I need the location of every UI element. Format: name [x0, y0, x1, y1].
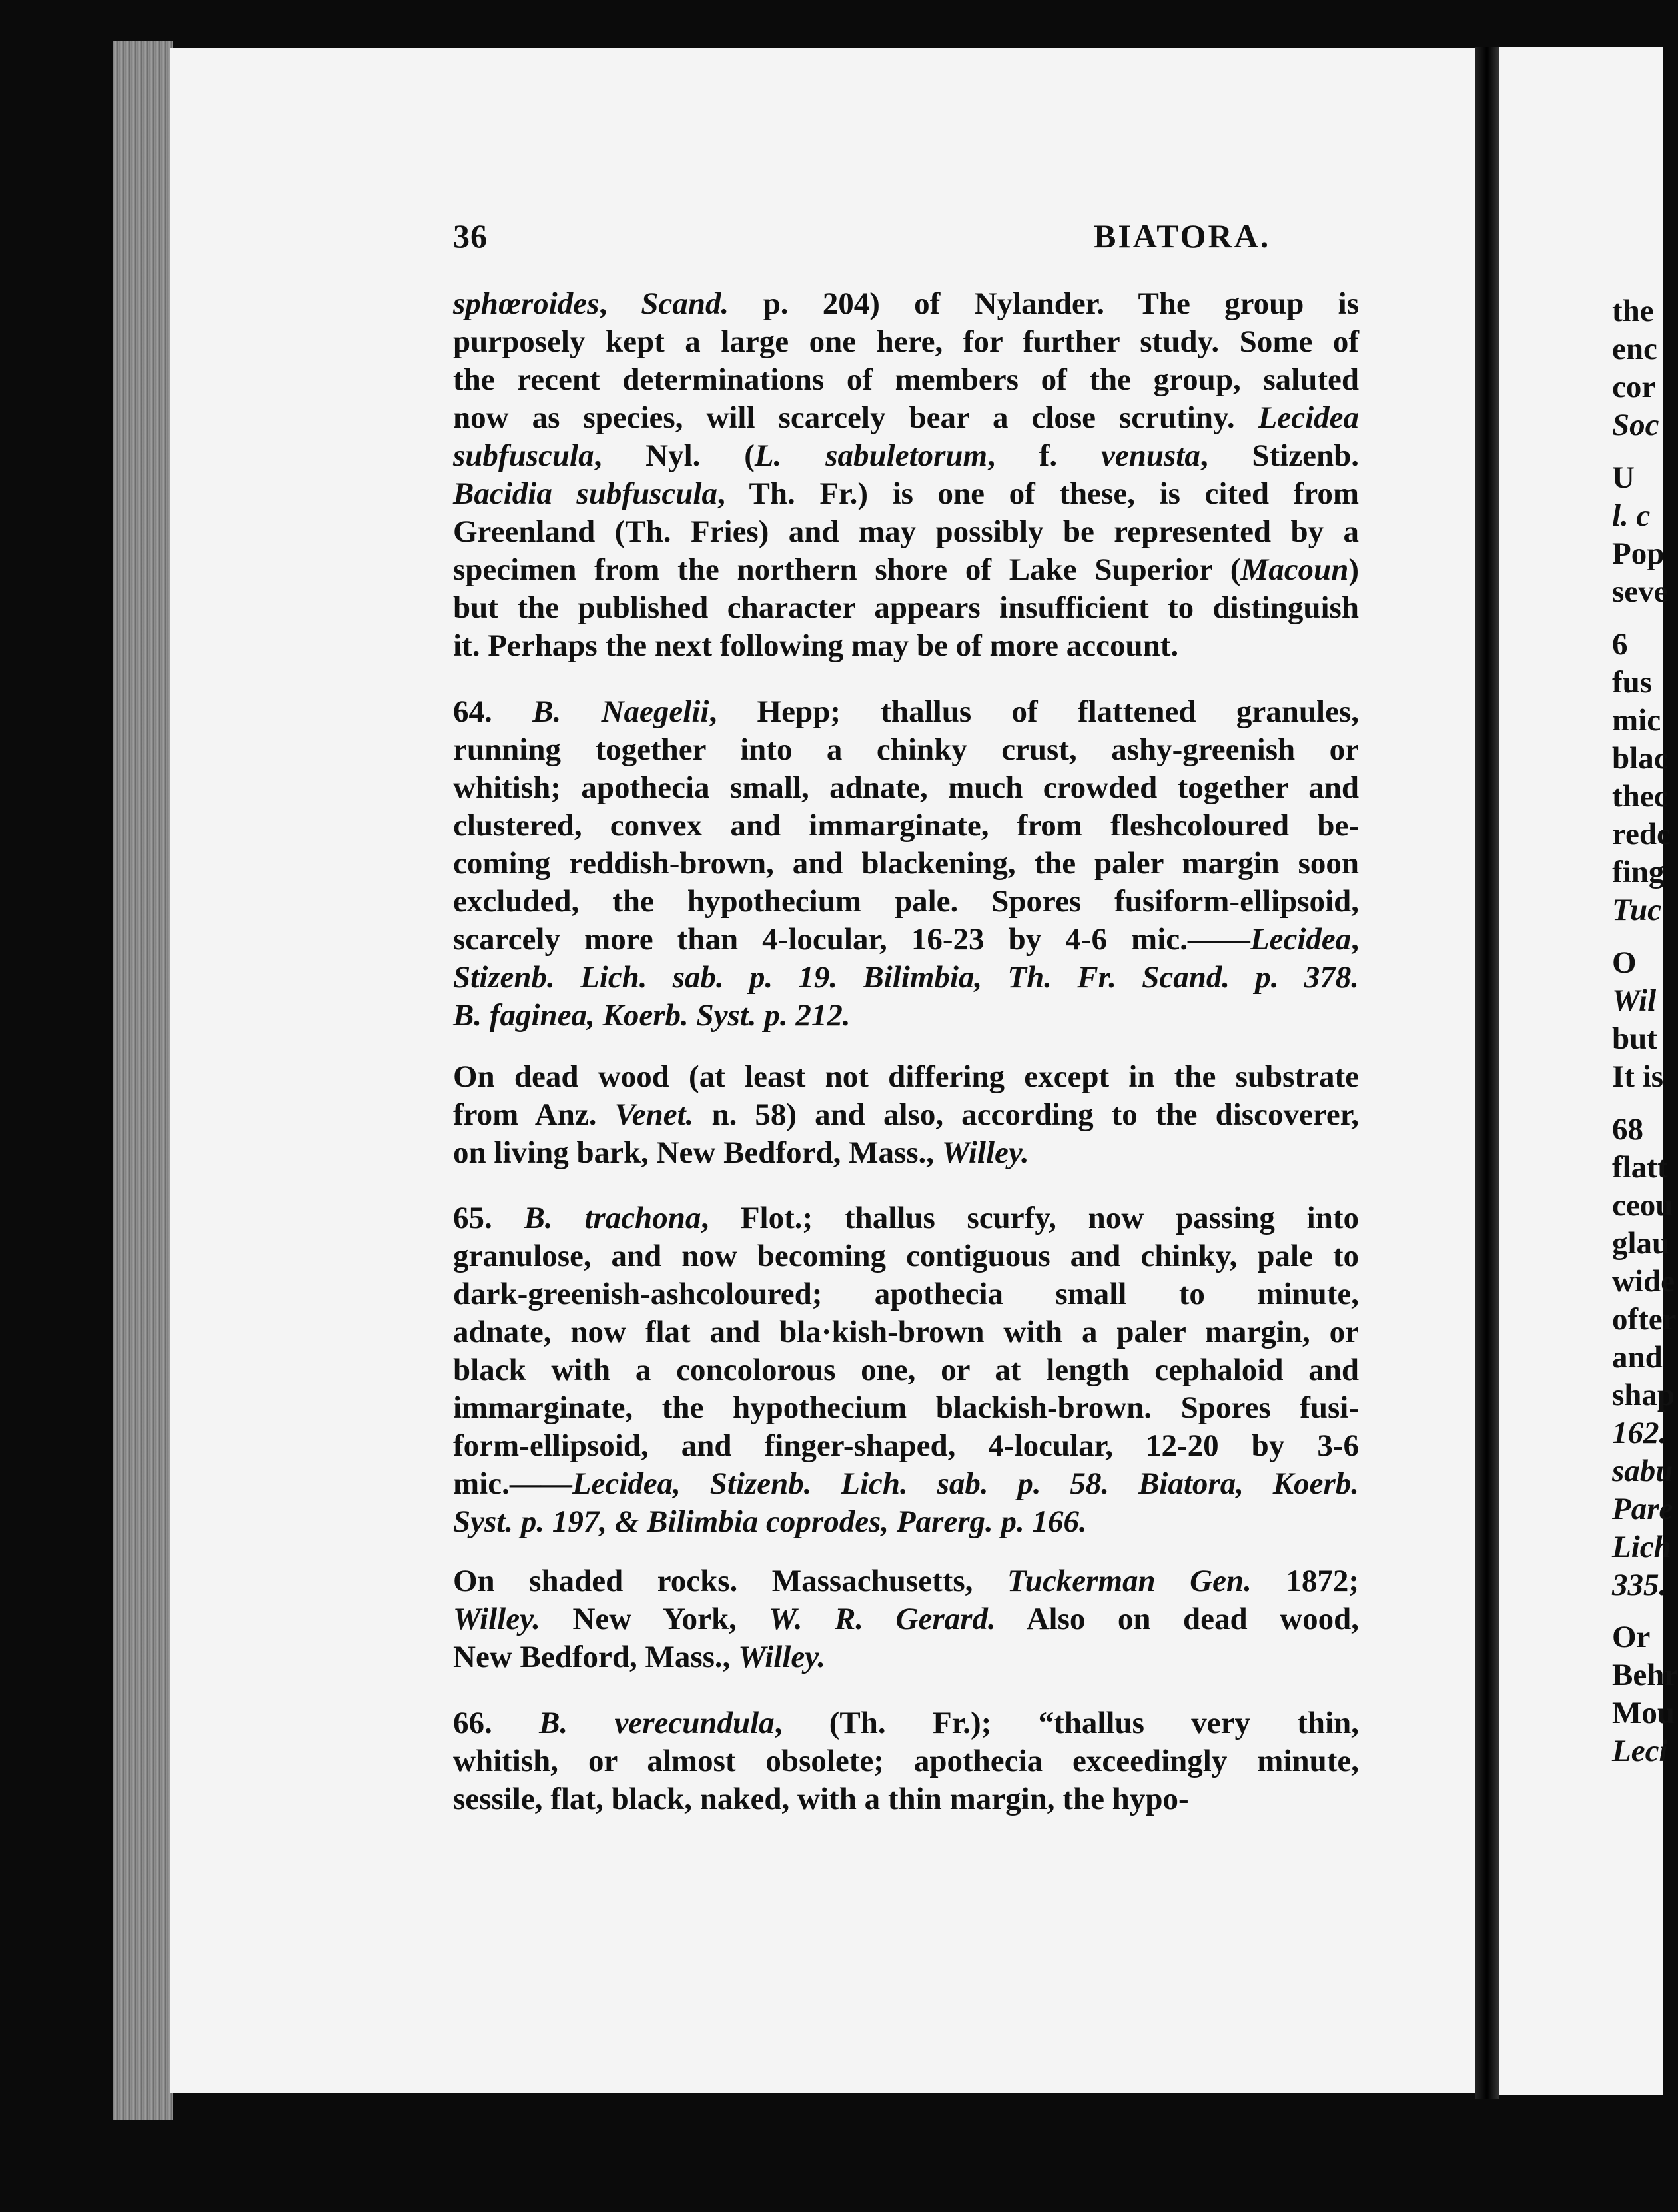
text-line: Bacidia subfuscula, Th. Fr.) is one of these, is cited from [453, 476, 1359, 511]
text-line: sphœroides, Scand. p. 204) of Nylander. The group is [453, 286, 1360, 321]
text-line: dark-greenish-ashcoloured; apothecia small to minute, [453, 1277, 1359, 1311]
right-page-fragment: Lich [1612, 1530, 1671, 1564]
right-page-fragment: seve [1612, 574, 1668, 609]
text-line: Willey. New York, W. R. Gerard. Also on dead wood, [453, 1602, 1359, 1636]
text-line: specimen from the northern shore of Lake Superior (Macoun) [453, 552, 1359, 587]
text-line: now as species, will scarcely bear a close scrutiny. Lecidea [453, 400, 1359, 435]
text-line: B. faginea, Koerb. Syst. p. 212. [453, 998, 851, 1033]
right-page-fragment: wide [1612, 1264, 1675, 1299]
right-page-fragment: flatt [1612, 1150, 1668, 1185]
text-line: immarginate, the hypothecium blackish-brown. Spores fusi- [453, 1390, 1359, 1425]
right-page-fragment: Leci [1612, 1734, 1668, 1768]
book-page-edges [113, 41, 173, 2120]
text-line: it. Perhaps the next following may be of more account. [453, 628, 1179, 663]
right-page-fragment: enc [1612, 332, 1657, 366]
right-page-fragment: Pop [1612, 536, 1665, 571]
text-line: whitish; apothecia small, adnate, much crowded together and [453, 770, 1359, 805]
page-title: BIATORA. [1094, 217, 1271, 255]
right-page-fragment: thec [1612, 779, 1668, 814]
text-line: form-ellipsoid, and finger-shaped, 4-locular, 12-20 by 3-6 [453, 1428, 1359, 1463]
right-page-fragment: l. c [1612, 498, 1651, 533]
text-line: granulose, and now becoming contiguous and chinky, pale to [453, 1239, 1359, 1273]
right-page-fragment: ceou [1612, 1188, 1673, 1223]
text-line: subfuscula, Nyl. (L. sabuletorum, f. venusta, Stizenb. [453, 438, 1360, 473]
text-line: 64. B. Naegelii, Hepp; thallus of flattened granules, [453, 694, 1359, 729]
right-page-fragment: Soc [1612, 408, 1659, 442]
running-head [281, 217, 1367, 270]
text-line: the recent determinations of members of the group, saluted [453, 362, 1359, 397]
text-line: sessile, flat, black, naked, with a thin margin, the hypo- [453, 1782, 1189, 1816]
text-line: Greenland (Th. Fries) and may possibly be represented by a [453, 514, 1359, 549]
text-line: on living bark, New Bedford, Mass., Willey. [453, 1135, 1029, 1170]
right-page-fragment: redc [1612, 817, 1671, 851]
paragraph-habitat-64 [453, 1058, 1359, 1172]
text-line: but the published character appears insufficient to distinguish [453, 590, 1359, 625]
text-line: from Anz. Venet. n. 58) and also, according to the discoverer, [453, 1097, 1359, 1132]
right-page-fragment: U [1612, 460, 1635, 495]
paragraph-entry-65 [453, 1199, 1359, 1541]
right-page-fragment: mic [1612, 703, 1661, 738]
text-line: adnate, now flat and bla·kish-brown with a paler margin, or [453, 1315, 1359, 1349]
paragraph-entry-66 [453, 1704, 1359, 1818]
right-page-fragment: 335. [1612, 1568, 1667, 1602]
right-page-fragment: glau [1612, 1226, 1670, 1261]
book-gutter [1475, 47, 1499, 2099]
text-line: On dead wood (at least not differing except in the substrate [453, 1059, 1359, 1094]
right-page-fragment: It is [1612, 1059, 1664, 1094]
right-page-fragment: 162. [1612, 1416, 1667, 1450]
text-line: scarcely more than 4-locular, 16-23 by 4-6 mic.——Lecidea, [453, 922, 1359, 957]
text-line: 65. B. trachona, Flot.; thallus scurfy, now passing into [453, 1201, 1360, 1235]
right-page-fragment: cor [1612, 370, 1656, 404]
text-line: purposely kept a large one here, for further study. Some of [453, 324, 1359, 359]
right-page-fragment: fing [1612, 855, 1665, 889]
right-page-fragment: Behr [1612, 1658, 1678, 1692]
text-line: 66. B. verecundula, (Th. Fr.); “thallus very thin, [453, 1706, 1359, 1740]
paragraph-habitat-65 [453, 1562, 1359, 1676]
text-line: mic.——Lecidea, Stizenb. Lich. sab. p. 58. Biatora, Koerb. [453, 1466, 1359, 1501]
paragraph-entry-64 [453, 693, 1359, 1035]
right-page-fragment: fus [1612, 665, 1653, 700]
page-number: 36 [453, 217, 488, 255]
right-page-fragment: and [1612, 1340, 1663, 1375]
right-page-fragment: O [1612, 945, 1637, 980]
text-line: coming reddish-brown, and blackening, the paler margin soon [453, 846, 1359, 881]
right-page-fragment: the [1612, 294, 1654, 328]
text-line: clustered, convex and immarginate, from fleshcoloured be- [453, 808, 1359, 843]
text-line: New Bedford, Mass., Willey. [453, 1640, 826, 1674]
right-page-fragment: Tuc [1612, 893, 1661, 927]
text-line: excluded, the hypothecium pale. Spores fusiform-ellipsoid, [453, 884, 1359, 919]
right-page-fragment: sabu [1612, 1454, 1673, 1488]
paragraph-continuation [453, 285, 1359, 665]
text-line: Syst. p. 197, & Bilimbia coprodes, Parerg. p. 166. [453, 1504, 1087, 1539]
text-line: On shaded rocks. Massachusetts, Tuckerman Gen. 1872; [453, 1564, 1359, 1598]
right-page-fragment: 6 [1612, 627, 1628, 662]
right-page-fragment: Pare [1612, 1492, 1673, 1526]
text-line: whitish, or almost obsolete; apothecia exceedingly minute, [453, 1744, 1359, 1778]
text-line: Stizenb. Lich. sab. p. 19. Bilimbia, Th. Fr. Scand. p. 378. [453, 960, 1359, 995]
right-page-text [1499, 47, 1678, 2095]
text-line: running together into a chinky crust, ashy-greenish or [453, 732, 1359, 767]
right-page-fragment: ofter [1612, 1302, 1677, 1337]
right-page [1499, 47, 1678, 2095]
text-line: black with a concolorous one, or at length cephaloid and [453, 1353, 1359, 1387]
right-page-fragment: Mou [1612, 1696, 1675, 1730]
right-page-fragment: blac [1612, 741, 1668, 776]
right-page-fragment: shap [1612, 1378, 1675, 1412]
right-page-fragment: Wil [1612, 983, 1657, 1018]
right-page-fragment: 68 [1612, 1112, 1643, 1147]
right-page-fragment: but [1612, 1021, 1657, 1056]
right-page-fragment: Or [1612, 1620, 1651, 1654]
